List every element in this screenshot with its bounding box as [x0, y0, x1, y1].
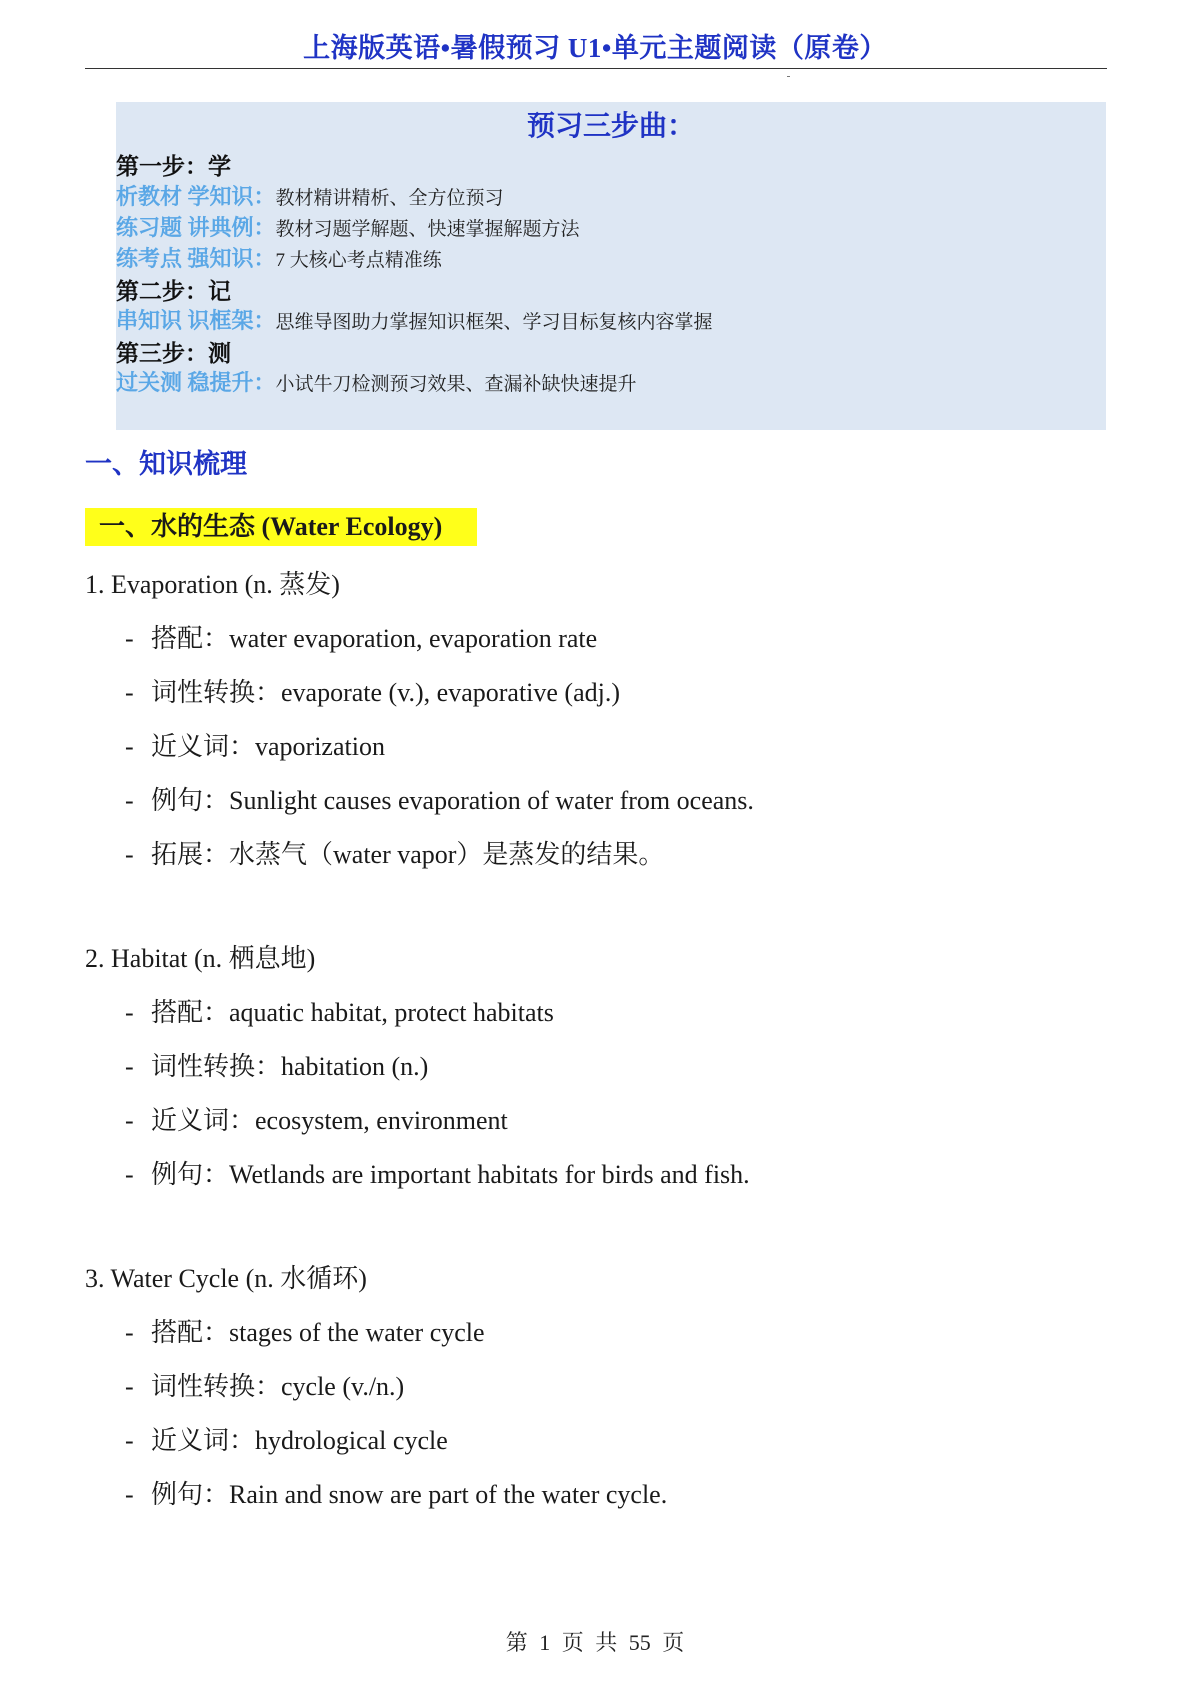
dash-marker: - — [125, 998, 134, 1027]
section-title: 一、知识梳理 — [85, 449, 247, 479]
steps-panel-title: 预习三步曲： — [526, 111, 695, 142]
entry-line — [125, 618, 597, 655]
dash-marker: - — [125, 678, 134, 707]
entry-line — [125, 672, 620, 709]
entry-line-text: 搭配：aquatic habitat, protect habitats — [151, 998, 554, 1027]
entry-line-text: 词性转换：cycle (v./n.) — [151, 1372, 405, 1401]
dash-marker: - — [125, 624, 134, 653]
step-item-1 — [116, 180, 504, 211]
step-item-desc: 思维导图助力掌握知识框架、学习目标复核内容掌握 — [275, 312, 713, 333]
step-item-4 — [116, 304, 713, 335]
entry-line-text: 搭配：water evaporation, evaporation rate — [151, 624, 598, 653]
entry-line — [125, 1474, 667, 1511]
entry-line-text: 近义词：ecosystem, environment — [151, 1106, 508, 1135]
entry-title: 3. Water Cycle (n. 水循环) — [85, 1264, 367, 1293]
step-item-2 — [116, 211, 580, 242]
step-heading-3 — [116, 335, 231, 368]
dash-marker: - — [125, 1480, 134, 1509]
header-rule — [85, 68, 1107, 69]
entry-title: 2. Habitat (n. 栖息地) — [85, 944, 316, 973]
step-item-desc: 教材习题学解题、快速掌握解题方法 — [275, 219, 580, 240]
step-item-key: 练习题 讲典例： — [116, 215, 276, 240]
step-item-key: 过关测 稳提升： — [116, 370, 276, 395]
entry-line — [125, 726, 385, 763]
step-heading-text: 第一步：学 — [116, 154, 231, 179]
step-item-desc: 7 大核心考点精准练 — [275, 250, 442, 271]
entry-line-text: 词性转换：evaporate (v.), evaporative (adj.) — [151, 678, 621, 707]
step-heading-text: 第二步：记 — [116, 279, 231, 304]
dash-marker: - — [125, 1052, 134, 1081]
header-dot — [787, 76, 790, 77]
step-item-desc: 小试牛刀检测预习效果、查漏补缺快速提升 — [275, 374, 637, 395]
dash-marker: - — [125, 1426, 134, 1455]
dash-marker: - — [125, 1160, 134, 1189]
entry-line — [125, 1420, 448, 1457]
entry-line-text: 例句：Wetlands are important habitats for birds and fish. — [151, 1160, 750, 1189]
step-heading-text: 第三步：测 — [116, 341, 231, 366]
step-item-desc: 教材精讲精析、全方位预习 — [275, 188, 504, 209]
entry-line — [125, 1100, 508, 1137]
dash-marker: - — [125, 732, 134, 761]
entry-title: 1. Evaporation (n. 蒸发) — [85, 570, 340, 599]
step-item-key: 练考点 强知识： — [116, 246, 276, 271]
dash-marker: - — [125, 786, 134, 815]
entry-line — [125, 780, 754, 817]
step-heading-2 — [116, 273, 231, 306]
entry-line-text: 例句：Sunlight causes evaporation of water from oceans. — [151, 786, 754, 815]
entry-line-text: 拓展：水蒸气（water vapor）是蒸发的结果。 — [151, 840, 665, 869]
entry-line — [125, 1312, 485, 1349]
header-title: 上海版英语•暑假预习 U1•单元主题阅读（原卷） — [303, 33, 887, 63]
step-item-3 — [116, 242, 442, 273]
dash-marker: - — [125, 1106, 134, 1135]
step-item-key: 串知识 识框架： — [116, 308, 276, 333]
entry-line — [125, 1366, 404, 1403]
step-heading-1 — [116, 148, 231, 181]
entry-line-text: 搭配：stages of the water cycle — [151, 1318, 485, 1347]
entry-line — [125, 992, 554, 1029]
step-item-key: 析教材 学知识： — [116, 184, 276, 209]
entry-line — [125, 834, 664, 871]
entry-line-text: 近义词：hydrological cycle — [151, 1426, 448, 1455]
entry-line — [125, 1046, 428, 1083]
dash-marker: - — [125, 840, 134, 869]
entry-line-text: 词性转换：habitation (n.) — [151, 1052, 429, 1081]
page-footer: 第 1 页 共 55 页 — [505, 1630, 685, 1655]
dash-marker: - — [125, 1318, 134, 1347]
topic-title: 一、水的生态 (Water Ecology) — [85, 508, 477, 546]
entry-line-text: 例句：Rain and snow are part of the water cycle. — [151, 1480, 668, 1509]
entry-line — [125, 1154, 750, 1191]
entry-line-text: 近义词：vaporization — [151, 732, 385, 761]
step-item-5 — [116, 366, 637, 397]
dash-marker: - — [125, 1372, 134, 1401]
